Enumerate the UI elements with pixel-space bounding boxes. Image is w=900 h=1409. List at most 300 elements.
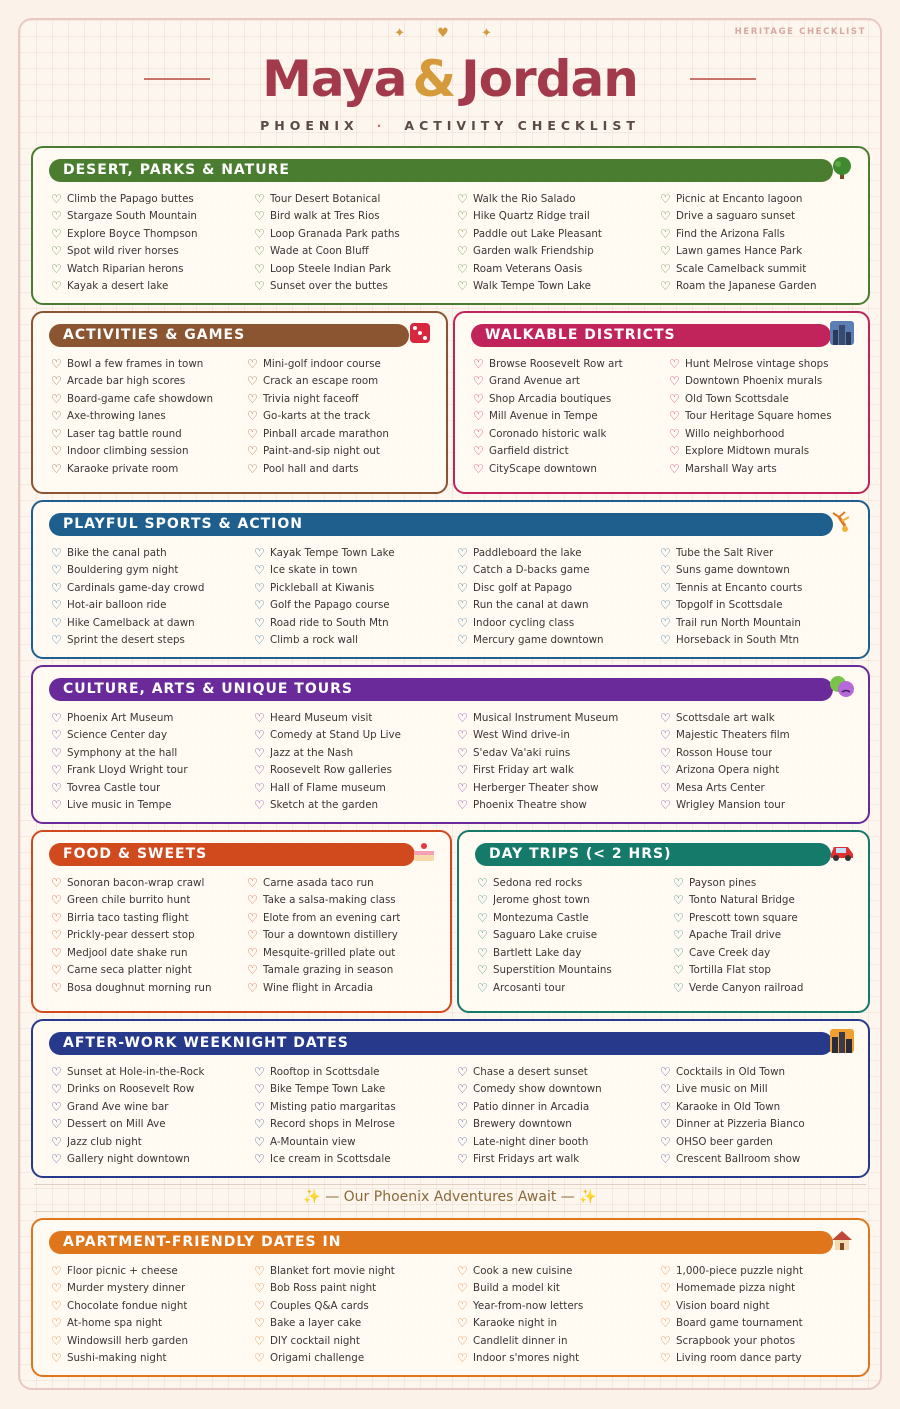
- checklist-item[interactable]: [669, 355, 865, 373]
- checklist-item[interactable]: [457, 1262, 660, 1280]
- heart-checkbox-icon[interactable]: ♡: [660, 563, 671, 578]
- checklist-item[interactable]: [254, 1133, 457, 1151]
- checklist-item[interactable]: [254, 1063, 457, 1081]
- heart-checkbox-icon[interactable]: ♡: [660, 1082, 671, 1097]
- checklist-item[interactable]: [51, 744, 254, 762]
- heart-checkbox-icon[interactable]: ♡: [660, 545, 671, 560]
- heart-checkbox-icon[interactable]: ♡: [254, 1298, 265, 1313]
- heart-checkbox-icon[interactable]: ♡: [457, 1298, 468, 1313]
- checklist-item[interactable]: [51, 727, 254, 745]
- checklist-item[interactable]: [477, 909, 673, 927]
- heart-checkbox-icon[interactable]: ♡: [247, 426, 258, 441]
- checklist-item[interactable]: [254, 1332, 457, 1350]
- heart-checkbox-icon[interactable]: ♡: [51, 728, 62, 743]
- heart-checkbox-icon[interactable]: ♡: [660, 279, 671, 294]
- heart-checkbox-icon[interactable]: ♡: [457, 1333, 468, 1348]
- heart-checkbox-icon[interactable]: ♡: [254, 1351, 265, 1366]
- checklist-item[interactable]: [660, 190, 863, 208]
- heart-checkbox-icon[interactable]: ♡: [51, 633, 62, 648]
- heart-checkbox-icon[interactable]: ♡: [669, 391, 680, 406]
- checklist-item[interactable]: [254, 208, 457, 226]
- heart-checkbox-icon[interactable]: ♡: [254, 244, 265, 259]
- heart-checkbox-icon[interactable]: ♡: [457, 191, 468, 206]
- heart-checkbox-icon[interactable]: ♡: [51, 580, 62, 595]
- checklist-item[interactable]: [254, 1350, 457, 1368]
- heart-checkbox-icon[interactable]: ♡: [660, 633, 671, 648]
- heart-checkbox-icon[interactable]: ♡: [673, 893, 684, 908]
- checklist-item[interactable]: [247, 909, 443, 927]
- checklist-item[interactable]: [477, 874, 673, 892]
- heart-checkbox-icon[interactable]: ♡: [51, 1281, 62, 1296]
- checklist-item[interactable]: [457, 190, 660, 208]
- checklist-item[interactable]: [660, 562, 863, 580]
- heart-checkbox-icon[interactable]: ♡: [247, 444, 258, 459]
- checklist-item[interactable]: [473, 408, 669, 426]
- checklist-item[interactable]: [457, 744, 660, 762]
- checklist-item[interactable]: [660, 597, 863, 615]
- heart-checkbox-icon[interactable]: ♡: [51, 226, 62, 241]
- checklist-item[interactable]: [673, 874, 869, 892]
- heart-checkbox-icon[interactable]: ♡: [477, 875, 488, 890]
- heart-checkbox-icon[interactable]: ♡: [51, 426, 62, 441]
- checklist-item[interactable]: [254, 727, 457, 745]
- checklist-item[interactable]: [457, 544, 660, 562]
- heart-checkbox-icon[interactable]: ♡: [254, 1134, 265, 1149]
- heart-checkbox-icon[interactable]: ♡: [254, 763, 265, 778]
- checklist-item[interactable]: [254, 1280, 457, 1298]
- heart-checkbox-icon[interactable]: ♡: [247, 980, 258, 995]
- checklist-item[interactable]: [51, 1332, 254, 1350]
- checklist-item[interactable]: [254, 278, 457, 296]
- checklist-item[interactable]: [473, 373, 669, 391]
- checklist-item[interactable]: [51, 278, 254, 296]
- checklist-item[interactable]: [457, 260, 660, 278]
- heart-checkbox-icon[interactable]: ♡: [51, 1351, 62, 1366]
- checklist-item[interactable]: [247, 460, 443, 478]
- checklist-item[interactable]: [51, 1133, 254, 1151]
- heart-checkbox-icon[interactable]: ♡: [51, 893, 62, 908]
- checklist-item[interactable]: [51, 979, 247, 997]
- checklist-item[interactable]: [660, 744, 863, 762]
- checklist-item[interactable]: [254, 1262, 457, 1280]
- checklist-item[interactable]: [51, 632, 254, 650]
- checklist-item[interactable]: [457, 1098, 660, 1116]
- checklist-item[interactable]: [669, 443, 865, 461]
- heart-checkbox-icon[interactable]: ♡: [51, 1298, 62, 1313]
- checklist-item[interactable]: [247, 874, 443, 892]
- heart-checkbox-icon[interactable]: ♡: [247, 910, 258, 925]
- checklist-item[interactable]: [673, 892, 869, 910]
- checklist-item[interactable]: [457, 762, 660, 780]
- checklist-item[interactable]: [51, 927, 247, 945]
- checklist-item[interactable]: [247, 944, 443, 962]
- heart-checkbox-icon[interactable]: ♡: [660, 244, 671, 259]
- heart-checkbox-icon[interactable]: ♡: [673, 928, 684, 943]
- heart-checkbox-icon[interactable]: ♡: [254, 1064, 265, 1079]
- heart-checkbox-icon[interactable]: ♡: [254, 191, 265, 206]
- checklist-item[interactable]: [247, 443, 443, 461]
- heart-checkbox-icon[interactable]: ♡: [457, 1064, 468, 1079]
- heart-checkbox-icon[interactable]: ♡: [457, 710, 468, 725]
- checklist-item[interactable]: [247, 390, 443, 408]
- heart-checkbox-icon[interactable]: ♡: [473, 391, 484, 406]
- checklist-item[interactable]: [477, 962, 673, 980]
- checklist-item[interactable]: [457, 1133, 660, 1151]
- checklist-item[interactable]: [669, 460, 865, 478]
- checklist-item[interactable]: [51, 408, 247, 426]
- checklist-item[interactable]: [51, 425, 247, 443]
- checklist-item[interactable]: [660, 1315, 863, 1333]
- heart-checkbox-icon[interactable]: ♡: [673, 980, 684, 995]
- heart-checkbox-icon[interactable]: ♡: [660, 1064, 671, 1079]
- heart-checkbox-icon[interactable]: ♡: [254, 1117, 265, 1132]
- checklist-item[interactable]: [254, 1315, 457, 1333]
- heart-checkbox-icon[interactable]: ♡: [457, 580, 468, 595]
- heart-checkbox-icon[interactable]: ♡: [247, 928, 258, 943]
- heart-checkbox-icon[interactable]: ♡: [660, 1298, 671, 1313]
- heart-checkbox-icon[interactable]: ♡: [247, 391, 258, 406]
- heart-checkbox-icon[interactable]: ♡: [51, 1099, 62, 1114]
- checklist-item[interactable]: [457, 597, 660, 615]
- heart-checkbox-icon[interactable]: ♡: [669, 461, 680, 476]
- heart-checkbox-icon[interactable]: ♡: [254, 798, 265, 813]
- checklist-item[interactable]: [457, 797, 660, 815]
- checklist-item[interactable]: [247, 979, 443, 997]
- heart-checkbox-icon[interactable]: ♡: [457, 226, 468, 241]
- checklist-item[interactable]: [660, 727, 863, 745]
- heart-checkbox-icon[interactable]: ♡: [457, 1281, 468, 1296]
- heart-checkbox-icon[interactable]: ♡: [51, 1316, 62, 1331]
- checklist-item[interactable]: [660, 632, 863, 650]
- heart-checkbox-icon[interactable]: ♡: [473, 461, 484, 476]
- checklist-item[interactable]: [457, 1315, 660, 1333]
- heart-checkbox-icon[interactable]: ♡: [457, 1316, 468, 1331]
- checklist-item[interactable]: [660, 1350, 863, 1368]
- heart-checkbox-icon[interactable]: ♡: [51, 209, 62, 224]
- heart-checkbox-icon[interactable]: ♡: [673, 945, 684, 960]
- checklist-item[interactable]: [457, 1332, 660, 1350]
- heart-checkbox-icon[interactable]: ♡: [254, 209, 265, 224]
- checklist-item[interactable]: [51, 762, 254, 780]
- heart-checkbox-icon[interactable]: ♡: [660, 261, 671, 276]
- checklist-item[interactable]: [254, 1116, 457, 1134]
- checklist-item[interactable]: [51, 243, 254, 261]
- heart-checkbox-icon[interactable]: ♡: [254, 598, 265, 613]
- heart-checkbox-icon[interactable]: ♡: [51, 745, 62, 760]
- heart-checkbox-icon[interactable]: ♡: [51, 1333, 62, 1348]
- checklist-item[interactable]: [660, 1151, 863, 1169]
- checklist-item[interactable]: [673, 927, 869, 945]
- checklist-item[interactable]: [660, 709, 863, 727]
- heart-checkbox-icon[interactable]: ♡: [457, 261, 468, 276]
- checklist-item[interactable]: [457, 243, 660, 261]
- checklist-item[interactable]: [254, 632, 457, 650]
- checklist-item[interactable]: [457, 1063, 660, 1081]
- heart-checkbox-icon[interactable]: ♡: [51, 191, 62, 206]
- checklist-item[interactable]: [457, 1116, 660, 1134]
- checklist-item[interactable]: [660, 208, 863, 226]
- checklist-item[interactable]: [51, 579, 254, 597]
- checklist-item[interactable]: [247, 892, 443, 910]
- heart-checkbox-icon[interactable]: ♡: [254, 728, 265, 743]
- heart-checkbox-icon[interactable]: ♡: [51, 244, 62, 259]
- checklist-item[interactable]: [254, 762, 457, 780]
- checklist-item[interactable]: [660, 1280, 863, 1298]
- heart-checkbox-icon[interactable]: ♡: [660, 1117, 671, 1132]
- checklist-item[interactable]: [51, 962, 247, 980]
- checklist-item[interactable]: [51, 1315, 254, 1333]
- heart-checkbox-icon[interactable]: ♡: [457, 633, 468, 648]
- checklist-item[interactable]: [477, 979, 673, 997]
- checklist-item[interactable]: [457, 1297, 660, 1315]
- heart-checkbox-icon[interactable]: ♡: [457, 615, 468, 630]
- heart-checkbox-icon[interactable]: ♡: [660, 763, 671, 778]
- checklist-item[interactable]: [660, 1133, 863, 1151]
- heart-checkbox-icon[interactable]: ♡: [669, 356, 680, 371]
- checklist-item[interactable]: [457, 579, 660, 597]
- checklist-item[interactable]: [51, 1151, 254, 1169]
- checklist-item[interactable]: [669, 425, 865, 443]
- checklist-item[interactable]: [457, 225, 660, 243]
- checklist-item[interactable]: [51, 373, 247, 391]
- heart-checkbox-icon[interactable]: ♡: [51, 1263, 62, 1278]
- checklist-item[interactable]: [51, 260, 254, 278]
- checklist-item[interactable]: [660, 1332, 863, 1350]
- checklist-item[interactable]: [457, 632, 660, 650]
- heart-checkbox-icon[interactable]: ♡: [669, 409, 680, 424]
- heart-checkbox-icon[interactable]: ♡: [457, 209, 468, 224]
- heart-checkbox-icon[interactable]: ♡: [457, 780, 468, 795]
- heart-checkbox-icon[interactable]: ♡: [51, 409, 62, 424]
- checklist-item[interactable]: [254, 779, 457, 797]
- heart-checkbox-icon[interactable]: ♡: [457, 1099, 468, 1114]
- checklist-item[interactable]: [660, 1063, 863, 1081]
- heart-checkbox-icon[interactable]: ♡: [51, 1152, 62, 1167]
- checklist-item[interactable]: [673, 944, 869, 962]
- heart-checkbox-icon[interactable]: ♡: [457, 563, 468, 578]
- heart-checkbox-icon[interactable]: ♡: [473, 426, 484, 441]
- heart-checkbox-icon[interactable]: ♡: [254, 580, 265, 595]
- heart-checkbox-icon[interactable]: ♡: [254, 1333, 265, 1348]
- heart-checkbox-icon[interactable]: ♡: [254, 261, 265, 276]
- checklist-item[interactable]: [660, 779, 863, 797]
- heart-checkbox-icon[interactable]: ♡: [254, 633, 265, 648]
- heart-checkbox-icon[interactable]: ♡: [247, 374, 258, 389]
- heart-checkbox-icon[interactable]: ♡: [673, 910, 684, 925]
- checklist-item[interactable]: [673, 962, 869, 980]
- heart-checkbox-icon[interactable]: ♡: [51, 1117, 62, 1132]
- checklist-item[interactable]: [673, 909, 869, 927]
- heart-checkbox-icon[interactable]: ♡: [473, 356, 484, 371]
- heart-checkbox-icon[interactable]: ♡: [51, 374, 62, 389]
- checklist-item[interactable]: [477, 944, 673, 962]
- heart-checkbox-icon[interactable]: ♡: [457, 1263, 468, 1278]
- heart-checkbox-icon[interactable]: ♡: [247, 893, 258, 908]
- checklist-item[interactable]: [457, 727, 660, 745]
- heart-checkbox-icon[interactable]: ♡: [457, 1152, 468, 1167]
- heart-checkbox-icon[interactable]: ♡: [51, 710, 62, 725]
- heart-checkbox-icon[interactable]: ♡: [51, 763, 62, 778]
- checklist-item[interactable]: [254, 614, 457, 632]
- heart-checkbox-icon[interactable]: ♡: [660, 209, 671, 224]
- checklist-item[interactable]: [660, 544, 863, 562]
- checklist-item[interactable]: [51, 208, 254, 226]
- checklist-item[interactable]: [247, 373, 443, 391]
- checklist-item[interactable]: [457, 1081, 660, 1099]
- checklist-item[interactable]: [254, 579, 457, 597]
- checklist-item[interactable]: [51, 1098, 254, 1116]
- checklist-item[interactable]: [457, 614, 660, 632]
- heart-checkbox-icon[interactable]: ♡: [477, 963, 488, 978]
- heart-checkbox-icon[interactable]: ♡: [254, 1263, 265, 1278]
- heart-checkbox-icon[interactable]: ♡: [51, 461, 62, 476]
- checklist-item[interactable]: [673, 979, 869, 997]
- heart-checkbox-icon[interactable]: ♡: [457, 1117, 468, 1132]
- checklist-item[interactable]: [254, 597, 457, 615]
- heart-checkbox-icon[interactable]: ♡: [254, 710, 265, 725]
- checklist-item[interactable]: [254, 243, 457, 261]
- heart-checkbox-icon[interactable]: ♡: [51, 963, 62, 978]
- checklist-item[interactable]: [51, 779, 254, 797]
- checklist-item[interactable]: [660, 1081, 863, 1099]
- checklist-item[interactable]: [247, 425, 443, 443]
- checklist-item[interactable]: [254, 544, 457, 562]
- checklist-item[interactable]: [473, 443, 669, 461]
- checklist-item[interactable]: [51, 1116, 254, 1134]
- heart-checkbox-icon[interactable]: ♡: [660, 780, 671, 795]
- heart-checkbox-icon[interactable]: ♡: [457, 745, 468, 760]
- checklist-item[interactable]: [457, 562, 660, 580]
- checklist-item[interactable]: [51, 225, 254, 243]
- checklist-item[interactable]: [477, 927, 673, 945]
- checklist-item[interactable]: [473, 355, 669, 373]
- heart-checkbox-icon[interactable]: ♡: [673, 963, 684, 978]
- checklist-item[interactable]: [457, 1151, 660, 1169]
- heart-checkbox-icon[interactable]: ♡: [477, 893, 488, 908]
- heart-checkbox-icon[interactable]: ♡: [51, 598, 62, 613]
- heart-checkbox-icon[interactable]: ♡: [669, 444, 680, 459]
- heart-checkbox-icon[interactable]: ♡: [51, 563, 62, 578]
- checklist-item[interactable]: [660, 260, 863, 278]
- checklist-item[interactable]: [660, 243, 863, 261]
- heart-checkbox-icon[interactable]: ♡: [473, 444, 484, 459]
- checklist-item[interactable]: [473, 425, 669, 443]
- checklist-item[interactable]: [51, 355, 247, 373]
- heart-checkbox-icon[interactable]: ♡: [254, 615, 265, 630]
- checklist-item[interactable]: [457, 1280, 660, 1298]
- checklist-item[interactable]: [254, 1297, 457, 1315]
- checklist-item[interactable]: [254, 225, 457, 243]
- checklist-item[interactable]: [477, 892, 673, 910]
- heart-checkbox-icon[interactable]: ♡: [457, 598, 468, 613]
- heart-checkbox-icon[interactable]: ♡: [660, 580, 671, 595]
- heart-checkbox-icon[interactable]: ♡: [477, 945, 488, 960]
- heart-checkbox-icon[interactable]: ♡: [51, 1134, 62, 1149]
- heart-checkbox-icon[interactable]: ♡: [254, 226, 265, 241]
- checklist-item[interactable]: [51, 614, 254, 632]
- heart-checkbox-icon[interactable]: ♡: [660, 728, 671, 743]
- checklist-item[interactable]: [247, 408, 443, 426]
- heart-checkbox-icon[interactable]: ♡: [51, 615, 62, 630]
- heart-checkbox-icon[interactable]: ♡: [51, 444, 62, 459]
- checklist-item[interactable]: [660, 797, 863, 815]
- heart-checkbox-icon[interactable]: ♡: [254, 1099, 265, 1114]
- heart-checkbox-icon[interactable]: ♡: [457, 1082, 468, 1097]
- checklist-item[interactable]: [51, 1262, 254, 1280]
- heart-checkbox-icon[interactable]: ♡: [660, 1351, 671, 1366]
- heart-checkbox-icon[interactable]: ♡: [660, 615, 671, 630]
- checklist-item[interactable]: [51, 544, 254, 562]
- heart-checkbox-icon[interactable]: ♡: [660, 1134, 671, 1149]
- heart-checkbox-icon[interactable]: ♡: [660, 598, 671, 613]
- checklist-item[interactable]: [254, 1098, 457, 1116]
- checklist-item[interactable]: [254, 744, 457, 762]
- heart-checkbox-icon[interactable]: ♡: [247, 945, 258, 960]
- heart-checkbox-icon[interactable]: ♡: [457, 1134, 468, 1149]
- heart-checkbox-icon[interactable]: ♡: [51, 980, 62, 995]
- heart-checkbox-icon[interactable]: ♡: [254, 545, 265, 560]
- checklist-item[interactable]: [51, 390, 247, 408]
- heart-checkbox-icon[interactable]: ♡: [51, 875, 62, 890]
- checklist-item[interactable]: [457, 709, 660, 727]
- checklist-item[interactable]: [660, 614, 863, 632]
- heart-checkbox-icon[interactable]: ♡: [660, 798, 671, 813]
- heart-checkbox-icon[interactable]: ♡: [457, 279, 468, 294]
- heart-checkbox-icon[interactable]: ♡: [247, 461, 258, 476]
- checklist-item[interactable]: [51, 1081, 254, 1099]
- checklist-item[interactable]: [51, 443, 247, 461]
- heart-checkbox-icon[interactable]: ♡: [660, 710, 671, 725]
- checklist-item[interactable]: [51, 1350, 254, 1368]
- checklist-item[interactable]: [247, 355, 443, 373]
- heart-checkbox-icon[interactable]: ♡: [660, 1333, 671, 1348]
- checklist-item[interactable]: [51, 909, 247, 927]
- heart-checkbox-icon[interactable]: ♡: [254, 745, 265, 760]
- checklist-item[interactable]: [660, 579, 863, 597]
- heart-checkbox-icon[interactable]: ♡: [247, 875, 258, 890]
- heart-checkbox-icon[interactable]: ♡: [247, 409, 258, 424]
- checklist-item[interactable]: [660, 1098, 863, 1116]
- heart-checkbox-icon[interactable]: ♡: [477, 910, 488, 925]
- checklist-item[interactable]: [51, 709, 254, 727]
- heart-checkbox-icon[interactable]: ♡: [673, 875, 684, 890]
- heart-checkbox-icon[interactable]: ♡: [457, 763, 468, 778]
- heart-checkbox-icon[interactable]: ♡: [457, 244, 468, 259]
- heart-checkbox-icon[interactable]: ♡: [51, 780, 62, 795]
- heart-checkbox-icon[interactable]: ♡: [254, 279, 265, 294]
- checklist-item[interactable]: [254, 1151, 457, 1169]
- checklist-item[interactable]: [669, 390, 865, 408]
- heart-checkbox-icon[interactable]: ♡: [51, 1064, 62, 1079]
- checklist-item[interactable]: [457, 208, 660, 226]
- checklist-item[interactable]: [254, 260, 457, 278]
- heart-checkbox-icon[interactable]: ♡: [457, 728, 468, 743]
- heart-checkbox-icon[interactable]: ♡: [660, 745, 671, 760]
- checklist-item[interactable]: [51, 944, 247, 962]
- checklist-item[interactable]: [660, 1297, 863, 1315]
- heart-checkbox-icon[interactable]: ♡: [51, 279, 62, 294]
- checklist-item[interactable]: [669, 408, 865, 426]
- heart-checkbox-icon[interactable]: ♡: [457, 1351, 468, 1366]
- heart-checkbox-icon[interactable]: ♡: [660, 1281, 671, 1296]
- heart-checkbox-icon[interactable]: ♡: [51, 945, 62, 960]
- checklist-item[interactable]: [51, 190, 254, 208]
- heart-checkbox-icon[interactable]: ♡: [51, 261, 62, 276]
- checklist-item[interactable]: [51, 797, 254, 815]
- heart-checkbox-icon[interactable]: ♡: [254, 1082, 265, 1097]
- heart-checkbox-icon[interactable]: ♡: [457, 545, 468, 560]
- heart-checkbox-icon[interactable]: ♡: [51, 928, 62, 943]
